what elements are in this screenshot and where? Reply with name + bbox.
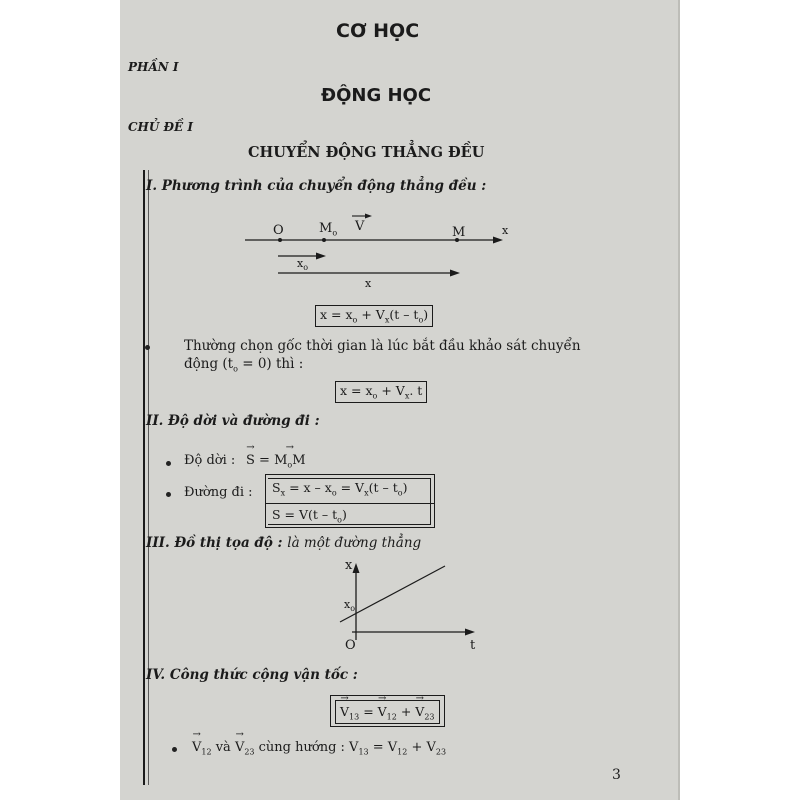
graph-t-arrowhead [465, 629, 475, 636]
disp-m: M [292, 453, 306, 468]
eq4-v12: → V [378, 704, 387, 719]
disp-m0-sub: o [287, 460, 293, 470]
dist1-a: S [272, 480, 281, 495]
eq1-d: ) [423, 307, 429, 322]
label-x-axis: x [502, 224, 509, 237]
dist1-b: = x – x [285, 480, 332, 495]
graph-label-x0-sub: o [350, 604, 356, 614]
bullet-1-text: Thường chọn gốc thời gian là lúc bắt đầu khảo sát chuyển [184, 338, 581, 354]
label-m0-main: M [319, 221, 333, 236]
eq1-b-sub: x [384, 315, 390, 325]
section-3-heading-main: III. Đồ thị tọa độ : [146, 535, 283, 551]
sd-plus: + V [407, 740, 436, 755]
dist1-c: = V [336, 480, 365, 495]
eq4-plus: + [396, 704, 416, 719]
eq4-eq: = [359, 704, 378, 719]
eq4-v23: → V [415, 704, 424, 719]
graph-label-x0-main: x [344, 598, 351, 611]
bullet-1-cont-tail: = 0) thì : [237, 356, 304, 372]
dist1-e: ) [402, 480, 408, 495]
sd-v23b-sub: 23 [435, 747, 447, 757]
graph-label-t: t [470, 638, 476, 653]
topic-label: CHỦ ĐỀ I [128, 120, 193, 134]
eq2-b: + V [377, 383, 405, 398]
dist1-c-sub: x [364, 488, 369, 498]
graph-label-o: O [345, 638, 356, 653]
bullet-1-cont-a: động (t [184, 356, 234, 372]
section-1-heading: I. Phương trình của chuyển động thẳng đều : [146, 178, 487, 194]
eq1-a-sub: o [352, 315, 358, 325]
label-m: M [452, 225, 466, 240]
label-m0-sub: o [332, 228, 338, 238]
eq2-a: x = x [340, 383, 373, 398]
section-4-heading: IV. Công thức cộng vận tốc : [146, 667, 358, 683]
displacement-label: Độ dời : [184, 453, 236, 468]
velocity-addition-formula-inner [335, 700, 440, 724]
eq4-v23-sub: 23 [424, 712, 435, 722]
eq2-b-sub: x [404, 391, 410, 401]
sd-v12: → V [192, 740, 201, 755]
eq1-c: (t – t [389, 307, 419, 322]
graph-label-x0 [344, 598, 355, 613]
dist1-b-sub: o [331, 488, 337, 498]
sd-eq: = V [368, 740, 398, 755]
bullet-1-cont-sub: o [233, 364, 238, 374]
label-x0-main: x [297, 257, 304, 270]
section-3-heading-tail: là một đường thẳng [287, 535, 422, 551]
label-x-arrow: x [365, 277, 372, 290]
eq4-v13-sub: 13 [349, 712, 360, 722]
disp-m0: M [274, 453, 288, 468]
eq1-c-sub: o [418, 315, 424, 325]
sd-v12b-sub: 12 [397, 747, 408, 757]
distance-label: Đường đi : [184, 485, 253, 500]
velocity-addition-formula [330, 695, 445, 727]
disp-s-vector: → S [246, 453, 255, 468]
bullet-same-direction [172, 747, 177, 752]
part-label: PHẦN I [128, 60, 179, 74]
dist1-d-sub: o [397, 488, 403, 498]
graph-y-arrowhead [353, 563, 360, 573]
sd-v23: → V [235, 740, 244, 755]
sd-v13-sub: 13 [358, 747, 369, 757]
same-direction-text [192, 740, 446, 757]
sd-desc: cùng hướng : V [254, 740, 359, 755]
disp-eq: = [254, 453, 275, 468]
sd-v23-sub: 23 [244, 747, 255, 757]
dist1-a-sub: x [280, 488, 286, 498]
sd-v12-sub: 12 [201, 747, 212, 757]
dist2-b: ) [341, 507, 347, 522]
graph-label-x: x [345, 558, 353, 573]
eq2-c: . t [409, 383, 423, 398]
eq4-v12-sub: 12 [386, 712, 397, 722]
eq1-b: + V [357, 307, 385, 322]
label-x0-sub: o [303, 263, 309, 273]
eq1-a: x = x [320, 307, 353, 322]
dist2-a-sub: o [337, 515, 342, 525]
page-number: 3 [612, 767, 621, 783]
section-2-heading: II. Độ dời và đường đi : [146, 413, 320, 429]
book-title: CƠ HỌC [336, 20, 420, 42]
sd-and: và [211, 740, 235, 755]
topic-title: CHUYỂN ĐỘNG THẲNG ĐỀU [248, 144, 485, 161]
eq2-a-sub: o [372, 391, 378, 401]
eq4-v13: → V [340, 704, 349, 719]
dist2-a: S = V(t – t [272, 507, 338, 522]
label-v: V [355, 219, 365, 234]
label-o: O [273, 223, 284, 238]
part-title: ĐỘNG HỌC [321, 85, 432, 106]
dist1-d: (t – t [368, 480, 398, 495]
